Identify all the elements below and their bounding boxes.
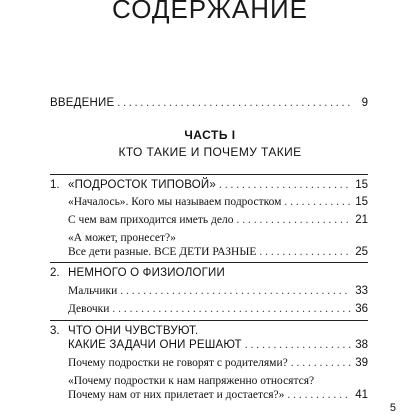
chapter-page: 15 [355,179,368,191]
leader-dots [117,96,351,110]
chapter-page: 38 [355,339,368,351]
leader-dots [287,388,351,402]
subentry-text: Мальчики [68,285,118,297]
subentry-text: Девочки [68,303,110,315]
chapter-divider [50,320,368,321]
leader-dots [291,356,351,370]
leader-dots [120,284,351,298]
toc-subentry[interactable] [68,213,368,227]
toc-entry-intro[interactable] [50,96,368,110]
chapter-title: КАКИЕ ЗАДАЧИ ОНИ РЕШАЮТ [68,339,242,351]
leader-dots [259,245,351,259]
leader-dots [236,213,351,227]
leader-dots [112,302,351,316]
subentry-page: 33 [355,285,368,297]
chapter-divider [50,174,368,175]
page-number: 5 [389,402,396,414]
part-title: КТО ТАКИЕ И ПОЧЕМУ ТАКИЕ [118,145,302,159]
subentry-text: «Началось». Кого мы называем подростком [68,196,282,208]
toc-subentry[interactable] [68,284,368,298]
part-label: ЧАСТЬ I [184,128,236,142]
subentry-page: 39 [355,357,368,369]
chapter-number: 3. [50,325,60,337]
subentry-page: 36 [355,303,368,315]
chapter-title: НЕМНОГО О ФИЗИОЛОГИИ [68,267,225,279]
subentry-page: 15 [355,196,368,208]
subentry-text: С чем вам приходится иметь дело [68,214,234,226]
chapter-title-line1: ЧТО ОНИ ЧУВСТВУЮТ. [68,325,199,337]
toc-subentry[interactable] [68,388,368,402]
toc-subentry[interactable] [68,302,368,316]
chapter-divider [50,262,368,263]
chapter-number: 1. [50,179,60,191]
subentry-text: Почему нам от них прилетает и достается?» [68,389,285,401]
toc-chapter-3[interactable] [68,338,368,352]
leader-dots [245,338,351,352]
leader-dots [284,195,351,209]
subentry-page: 21 [355,214,368,226]
toc-entry-page: 9 [361,97,368,109]
toc-subentry[interactable] [68,356,368,370]
toc-subentry[interactable] [68,195,368,209]
subentry-text: Все дети разные. ВСЕ ДЕТИ РАЗНЫЕ [68,246,257,258]
subentry-line1: «Почему подростки к нам напряженно относятся? [68,375,315,387]
toc-chapter-3-line1 [50,324,368,338]
subentry-page: 25 [355,246,368,258]
subentry-page: 41 [355,389,368,401]
leader-dots [219,178,351,192]
subentry-line1: «А может, пронесет?» [68,232,176,244]
chapter-title: «ПОДРОСТОК ТИПОВОЙ» [68,179,216,191]
toc-chapter-1[interactable] [50,178,368,192]
toc-chapter-2[interactable] [50,266,368,280]
page-title: СОДЕРЖАНИЕ [111,0,308,24]
toc-entry-label: ВВЕДЕНИЕ [50,97,115,109]
toc-subentry[interactable] [68,245,368,259]
chapter-number: 2. [50,267,60,279]
subentry-text: Почему подростки не говорят с родителями? [68,357,288,369]
